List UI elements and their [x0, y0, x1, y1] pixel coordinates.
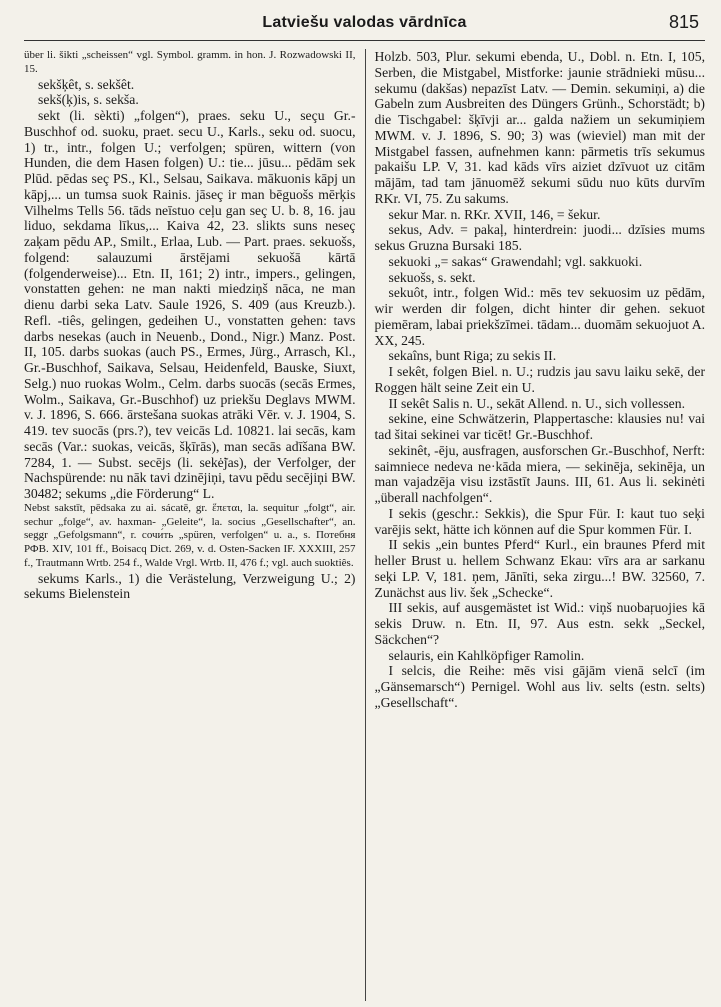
dictionary-entry: sekums Karls., 1) die Verästelung, Verzweigung U.; 2) sekums Bielenstein: [24, 570, 356, 602]
right-column: [365, 49, 706, 1001]
dictionary-entry: II sekis „ein buntes Pferd“ Kurl., ein braunes Pferd mit heller Brust u. hellem Schwanz Ekau: vīrs ara ar sarkanu seķi LP. V, 181. ņem, Jānīti, seka zirgu...! BW. 32560, 7. Zunächst aus liv. šek „Schecke“.: [374, 537, 705, 600]
dictionary-entry: sekinêt, -ēju, ausfragen, ausforschen Gr.-Buschhof, Nerft: saimniece nedeva ne·kāda miera, — sekinēja, sekinēja, un man vajadzēja visu izstāstīt Jauns. III, 61. Aus li. sekinėti „überall nachfolgen“.: [374, 442, 705, 505]
dictionary-entry: sekt (li. sèkti) „folgen“), praes. seku U., seçu Gr.-Buschhof od. suoku, praet. secu U., Karls., seku od. suocu, 1) tr., intr., folgen U.; verfolgen; spüren, wittern (von Hunden, die dem Hasen folgen) U.: tie... jūsu... pēdām sek Plūd. pēdas seç PS., Kl., Selsau, Saikava. mākuonis kāpj un kāpj,... un tumsa suok Rainis. jāseç ir man bēguošs mērķis Vilhelms Tells 56. tāds neīstuo ceļu gan seç U. b. 8, 16. jau liduo, sekdama līkus,... Kaiva 42, 23. slikts suns neseç zaķam pēdu AP., Smilt., Erlaa, Lub. — Part. praes. sekuošs, folgend: salauzumi ārstējami sekuošā kārtā (folgenderweise)... Etn. II, 161; 2) intr., impers., gelingen, vonstatten gehen: ne man nakti miedziņš nāca, ne man dienu darbi seka Latv. Saule 1926, S. 409 (aus Kreuzb.). Refl. -tiês, gelingen, gedeihen U., vonstatten gehen: tavs darbs nesekas (auch in Neuenb., Dond., Nigr.) Manz. Post. II, 105. darbs suokas (auch PS., Ermes, Jürg., Arrasch, Kl., Gr.-Buschhof, Saikava, Selsau, Heidenfeld, Bauske, Siuxt, Selg.) nuo ruokas Wolm., Celm. darbs suocās (secās Ermes, Wolm., Saikava, Gr.-Buschhof) uz priekšu Deglavs MWM. v. J. 1896, S. 666. ārstešana suokas atrāki Vēr. v. J. 1904, S. 419. tev suocās (prs.?), tev veicās Ld. 10821. lai secās, kam secās (Var.: suokas, veicās, šķīrās), man secās adīšana BW. 7284, 1. — Subst. secējs (li. sekė̃jas), der Verfolger, der Nachspürende: nu nāk tavi dzinējiņi, tavu pēdu secējiņi BW. 30482; sekums „die Förderung“ L.: [24, 108, 356, 501]
text-columns: [24, 49, 705, 1001]
dictionary-entry: selauris, ein Kahlköpfiger Ramolin.: [388, 647, 585, 663]
running-title: Latviešu valodas vārdnīca: [262, 14, 467, 31]
dictionary-entry: sekur Mar. n. RKr. XVII, 146, = šekur.: [388, 206, 601, 222]
dictionary-entry: I selcis, die Reihe: mēs visi gājām vienā selcī (im „Gänsemarsch“) Pernigel. Wohl aus liv. selts (estn. selts) „Gesellschaft“.: [374, 663, 705, 710]
dictionary-entry: sekš(ķ)is, s. sekša.: [38, 92, 139, 108]
left-column: [24, 49, 365, 1001]
dictionary-entry: sekuošs, s. sekt.: [388, 269, 476, 285]
dictionary-entry: über li. šikti „scheissen“ vgl. Symbol. gramm. in hon. J. Rozwadowski II, 15.: [24, 49, 356, 75]
dictionary-entry: sekuôt, intr., folgen Wid.: mēs tev sekuosim uz pēdām, wir werden dir folgen, dicht hinter dir gehen. sekuot piemēram, labai priekšzīmei. tādam... duomām sekuojuot A. XX, 245.: [374, 285, 705, 348]
dictionary-entry: II sekêt Salis n. U., sekāt Allend. n. U., sich vollessen.: [388, 395, 686, 411]
dictionary-entry: I sekêt, folgen Biel. n. U.; rudzis jau savu laiku sekē, der Roggen hält seine Zeit ein U.: [374, 364, 705, 395]
dictionary-entry: sekuoki „= sakas“ Grawendahl; vgl. sakkuoki.: [388, 253, 643, 269]
dictionary-entry: sekine, eine Schwätzerin, Plappertasche: klausies nu! vai tad šitai sekinei var ticēt! Gr.-Buschhof.: [374, 411, 705, 442]
dictionary-entry: I sekis (geschr.: Sekkis), die Spur Für. I: kaut tuo seķi varējis sekt, hätte ich können auf die Spur kommen Für. I.: [374, 505, 705, 537]
dictionary-entry: sekšķêt, s. sekšêt.: [38, 76, 135, 92]
page-number: 815: [668, 12, 699, 32]
dictionary-entry: sekus, Adv. = pakaļ, hinterdrein: juodi... dzīsies mums sekus Gruzna Bursaki 185.: [374, 222, 705, 253]
dictionary-entry: Holzb. 503, Plur. sekumi ebenda, U., Dobl. n. Etn. I, 105, Serben, die Mistgabel, Mistforke: jaunie strādnieki mūsu... sekumu (dakšas) nepazīst Latv. — Demin. sekumiņi, a) die Gabeln zum Ausbreiten des Düngers Grünh., Schorstädt; b) die Tischgabel: šķīvji ar... galda nažiem un sekumiņiem MWM. v. J. 1896, S. 90; 3) was (wieviel) man mit der Mistgabel fassen, aufnehmen kann: pārmetis trīs sekumus pakaišu LP. V, 31. kad kāds vīrs aiziet dzīvuot uz citām mājām, tad tam jānuomēž sekumi sūdu nuo kūts durvīm RKr. VI, 75. Zu sakums.: [374, 49, 705, 206]
dictionary-entry: sekaîns, bunt Riga; zu sekis II.: [388, 348, 557, 364]
dictionary-entry: III sekis, auf ausgemästet ist Wid.: viņš nuobaŗuojies kā sekis Druw. n. Etn. II, 97. Aus estn. sekk „Seckel, Säckchen“?: [374, 600, 705, 647]
dictionary-entry: Nebst sakstīt, pēdsaka zu ai. sácatē, gr. ἕπεται, la. sequitur „folgt“, air. sechur „folge“, av. haxman- „Geleite“, la. socius „Gesellschafter“, an. seggr „Gefolgsmann“, r. сочи́ть „spüren, verfolgen“ u. a., s. Потебня РФВ. XIV, 101 ff., Boisacq Dict. 269, v. d. Osten-Sacken IF. XXXIII, 257 f., Trautmann Wrtb. 254 f., Walde Vrgl. Wrtb. II, 476 f.; vgl. auch suoktiês.: [24, 501, 356, 569]
page-header: [24, 0, 705, 41]
